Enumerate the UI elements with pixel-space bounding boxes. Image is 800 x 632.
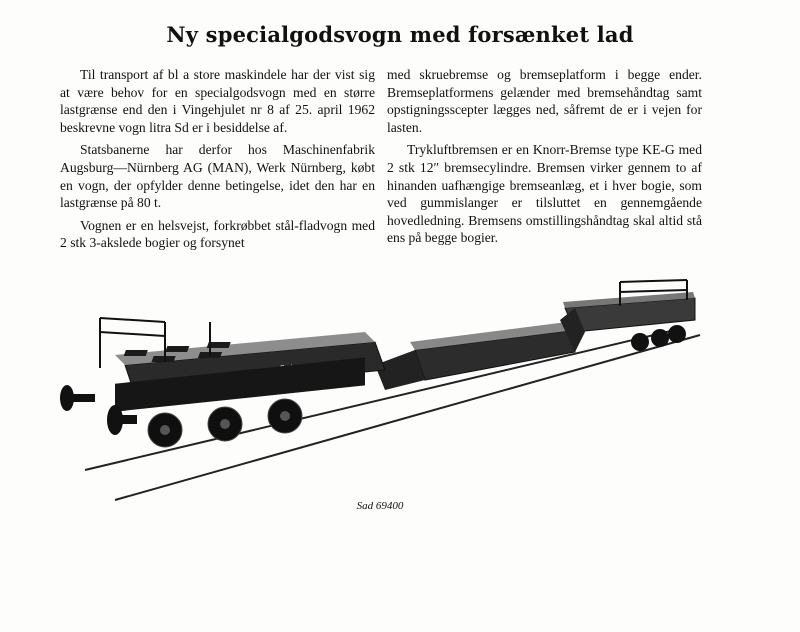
page-title: Ny specialgodsvogn med forsænket lad <box>166 22 634 47</box>
paragraph: Vognen er en helsvejst, forkrøbbet stål-fladvogn med 2 stk 3-akslede bogier og forsynet <box>60 217 375 251</box>
paragraph: med skruebremse og bremseplatform i begge ender. Bremseplatformens gelænder med bremsehåndtag samt opstigningsscepter lægges ned, såfremt de er i vejen for lasten. <box>387 67 702 135</box>
left-text-column <box>60 66 375 257</box>
paragraph: Trykluftbremsen er en Knorr-Bremse type KE-G med 2 stk 12″ bremsecylindre. Bremsen virker gennem to af hinanden uafhængige bremseanlæg, et i hver bogie, som ved gummislanger er tilsluttet en gennemgående hovedledning. Bremsens omstillingshåndtag skal altid stå ens på begge bogier. <box>387 142 702 246</box>
paragraph: Til transport af bl a store maskindele har der vist sig at være behov for en specialgodsvogn med en større lastgrænse end den i Vingehjulet nr 8 af 25. april 1962 beskrevne vogn litra Sd er i besiddelse af. <box>60 67 375 135</box>
photo-caption: Sad 69400 <box>356 500 404 512</box>
right-text-column <box>387 66 702 252</box>
wagon-photo <box>55 270 715 510</box>
paragraph: Statsbanerne har derfor hos Maschinenfabrik Augsburg—Nürnberg AG (MAN), Werk Nürnberg, købt en vogn, der opfylder denne betingelse, idet den har en lastgrænse på 80 t. <box>60 142 375 211</box>
